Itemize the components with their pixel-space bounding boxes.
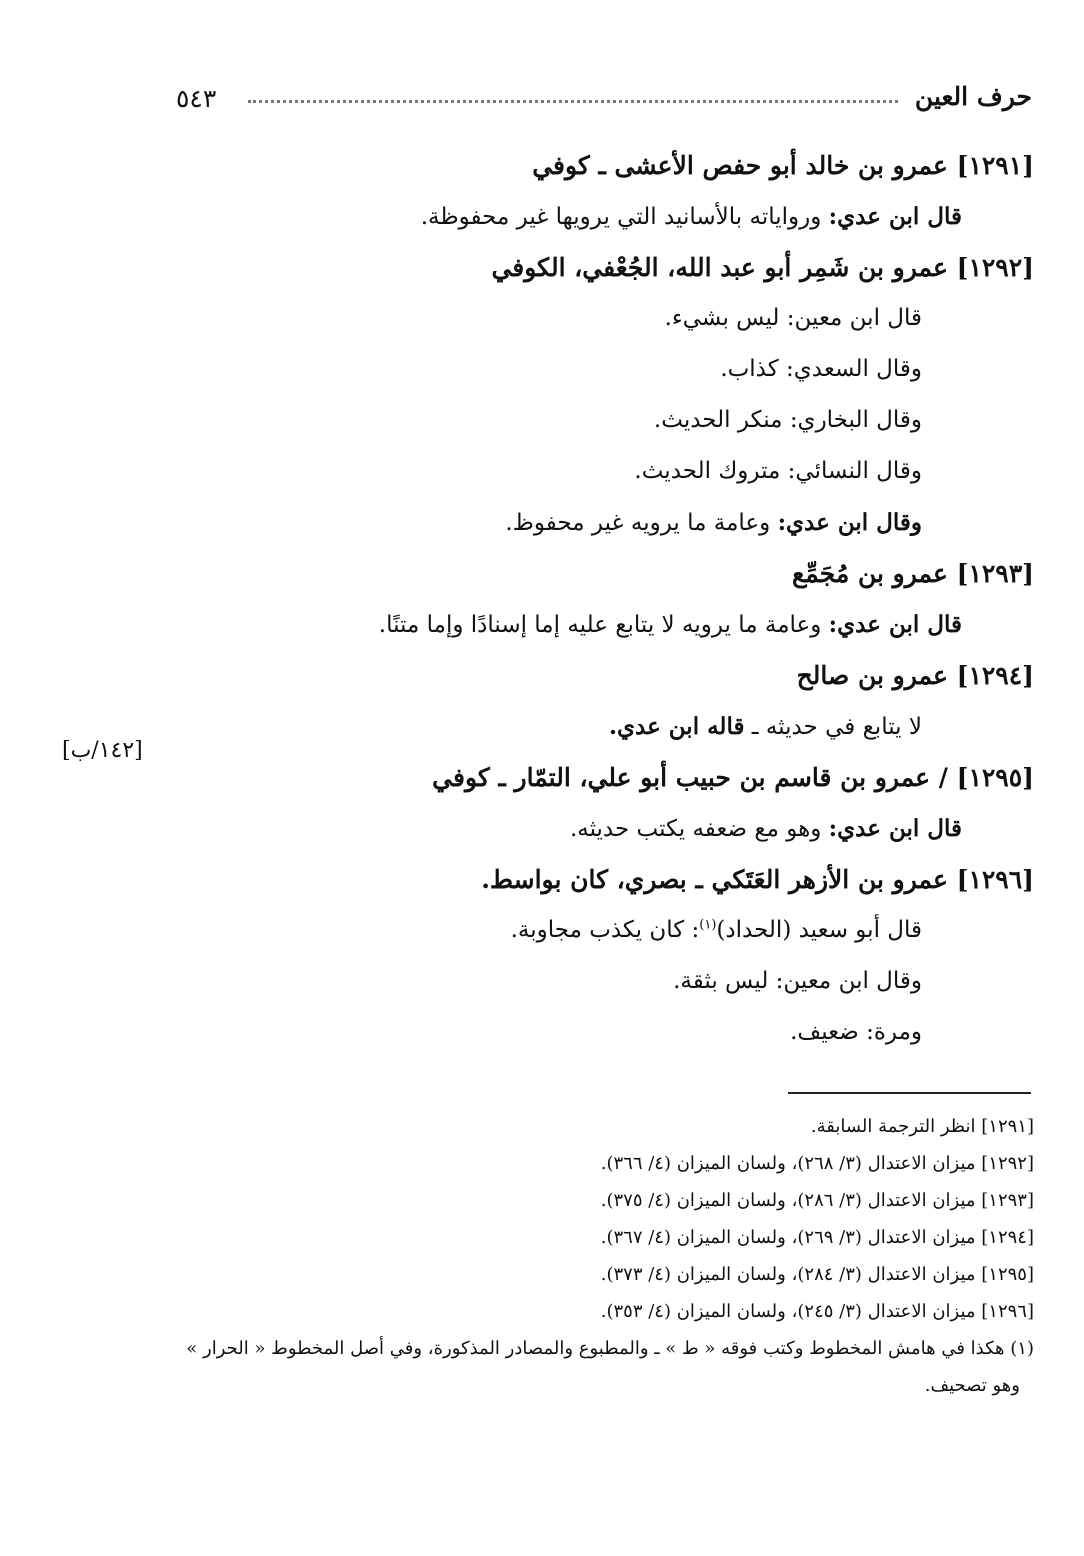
footnotes: [134, 1108, 1034, 1404]
page-header: [170, 82, 1032, 118]
quote: وهو مع ضعفه يكتب حديثه.: [569, 816, 822, 842]
entry-heading: [١٢٩١] عمرو بن خالد أبو حفص الأعشى ـ كوفي: [532, 151, 1034, 180]
quote: متروك الحديث.: [634, 458, 781, 484]
entry-line: [314, 956, 1034, 1007]
speaker: قال أبو سعيد (الحداد): [716, 917, 922, 943]
entry-line: [314, 446, 1034, 497]
speaker: قال ابن عدي:: [828, 611, 962, 638]
entry-line: [314, 293, 1034, 344]
page-number: ٥٤٣: [176, 84, 217, 113]
footnote: [١٢٩٣] ميزان الاعتدال (٣/ ٢٨٦)، ولسان الميزان (٤/ ٣٧٥).: [600, 1190, 1034, 1211]
entry-line: [314, 803, 1034, 854]
quote: وعامة ما يرويه لا يتابع عليه إما إسنادًا وإما متنًا.: [378, 612, 822, 638]
footnote: [١٢٩٢] ميزان الاعتدال (٣/ ٢٦٨)، ولسان الميزان (٤/ ٣٦٦).: [600, 1153, 1034, 1174]
speaker: قال ابن معين:: [786, 305, 922, 331]
entry-heading: [١٢٩٥] / عمرو بن قاسم بن حبيب أبو علي، التمّار ـ كوفي: [432, 763, 1034, 792]
quote: كذاب.: [720, 356, 779, 382]
speaker: قال ابن عدي:: [828, 203, 962, 230]
speaker: وقال السعدي:: [786, 356, 922, 382]
entry-line: [314, 599, 1034, 650]
entry-line: [314, 905, 1034, 956]
header-dotted-rule: [248, 100, 898, 103]
entry-heading: [١٢٩٦] عمرو بن الأزهر العَتَكي ـ بصري، كان بواسط.: [481, 865, 1034, 894]
footnote-continuation: وهو تصحيف.: [924, 1375, 1020, 1396]
quote: لا يتابع في حديثه ـ: [751, 714, 922, 740]
entry-line: [314, 497, 1034, 548]
entry-line: [314, 1007, 1034, 1058]
footnote-separator: [788, 1092, 1031, 1094]
entry-heading: [١٢٩٣] عمرو بن مُجَمِّع: [791, 559, 1034, 588]
quote: ورواياته بالأسانيد التي يرويها غير محفوظة.: [420, 204, 822, 230]
entry-line: [314, 701, 1034, 752]
quote: ليس بشيء.: [664, 305, 780, 331]
footnote: [١٢٩٤] ميزان الاعتدال (٣/ ٢٦٩)، ولسان الميزان (٤/ ٣٦٧).: [600, 1227, 1034, 1248]
speaker: وقال النسائي:: [787, 458, 922, 484]
entry-line: [314, 395, 1034, 446]
footnote: [١٢٩٦] ميزان الاعتدال (٣/ ٢٤٥)، ولسان الميزان (٤/ ٣٥٣).: [600, 1301, 1034, 1322]
footnote: [١٢٩١] انظر الترجمة السابقة.: [810, 1116, 1034, 1137]
footnote: [١٢٩٥] ميزان الاعتدال (٣/ ٢٨٤)، ولسان الميزان (٤/ ٣٧٣).: [600, 1264, 1034, 1285]
entry-line: [314, 344, 1034, 395]
main-text: [314, 140, 1034, 1058]
speaker: وقال ابن عدي:: [777, 509, 922, 536]
entry-heading: [١٢٩٤] عمرو بن صالح: [796, 661, 1034, 690]
speaker: وقال البخاري:: [789, 407, 922, 433]
entry-line: [314, 191, 1034, 242]
speaker: قال ابن عدي:: [828, 815, 962, 842]
quote: ليس بثقة.: [673, 968, 769, 994]
running-title: حرف العين: [914, 82, 1032, 111]
speaker: قاله ابن عدي.: [608, 713, 745, 740]
footnote: (١) هكذا في هامش المخطوط وكتب فوقه « ط » ـ والمطبوع والمصادر المذكورة، وفي أصل المخطوط « الحرار »: [186, 1338, 1034, 1359]
speaker: ومرة:: [866, 1019, 922, 1045]
quote: ضعيف.: [790, 1019, 859, 1045]
entry-heading: [١٢٩٢] عمرو بن شَمِر أبو عبد الله، الجُعْفي، الكوفي: [491, 253, 1034, 282]
quote: : كان يكذب مجاوبة.: [510, 917, 700, 943]
manuscript-folio-note: [١٤٢/ب]: [62, 738, 143, 763]
footnote-marker: (١): [699, 917, 717, 933]
quote: وعامة ما يرويه غير محفوظ.: [505, 510, 771, 536]
speaker: وقال ابن معين:: [775, 968, 922, 994]
quote: منكر الحديث.: [653, 407, 783, 433]
